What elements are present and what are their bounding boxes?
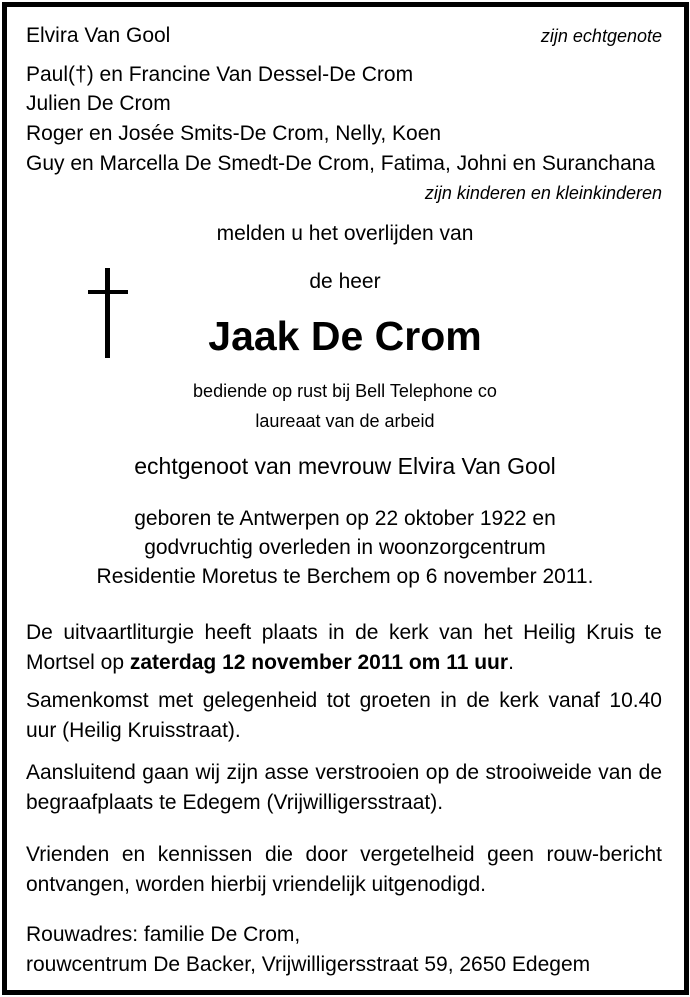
child-line: Julien De Crom [26, 92, 171, 115]
birth-death-line: geboren te Antwerpen op 22 oktober 1922 en [134, 507, 556, 530]
address-line: Rouwadres: familie De Crom, [26, 923, 301, 946]
gathering-paragraph: Samenkomst met gelegenheid tot groeten in de kerk vanaf 10.40 uur (Heilig Kruisstraat). [26, 689, 662, 742]
widow-role: zijn echtgenote [540, 26, 662, 46]
spouse-line: echtgenoot van mevrouw Elvira Van Gool [134, 453, 556, 479]
funeral-paragraph [26, 618, 662, 678]
occupation: bediende op rust bij Bell Telephone co [193, 381, 497, 401]
scattering-paragraph: Aansluitend gaan wij zijn asse verstrooien op de strooiweide van de begraafplaats te Edegem (Vrijwilligersstraat). [26, 761, 662, 814]
funeral-text: De uitvaartliturgie heeft plaats in de kerk van het Heilig Kruis te Mortsel op [26, 621, 662, 674]
funeral-text-end: . [508, 651, 514, 674]
child-line: Paul(†) en Francine Van Dessel-De Crom [26, 63, 414, 86]
address-line: rouwcentrum De Backer, Vrijwilligersstraat 59, 2650 Edegem [26, 953, 591, 976]
widow-name: Elvira Van Gool [26, 24, 171, 47]
announcement: melden u het overlijden van [216, 222, 474, 245]
child-line: Roger en Josée Smits-De Crom, Nelly, Koen [26, 122, 442, 145]
deceased-name: Jaak De Crom [208, 313, 482, 359]
honorific: de heer [309, 270, 381, 293]
honor: laureaat van de arbeid [255, 411, 435, 431]
children-role: zijn kinderen en kleinkinderen [424, 183, 662, 203]
birth-death-line: Residentie Moretus te Berchem op 6 november 2011. [96, 565, 594, 588]
invitation-paragraph: Vrienden en kennissen die door vergetelheid geen rouw-bericht ontvangen, worden hierbij vriendelijk uitgenodigd. [26, 843, 662, 896]
child-line: Guy en Marcella De Smedt-De Crom, Fatima, Johni en Suranchana [26, 152, 656, 175]
birth-death-line: godvruchtig overleden in woonzorgcentrum [144, 536, 546, 559]
funeral-date: zaterdag 12 november 2011 om 11 uur [129, 651, 509, 674]
